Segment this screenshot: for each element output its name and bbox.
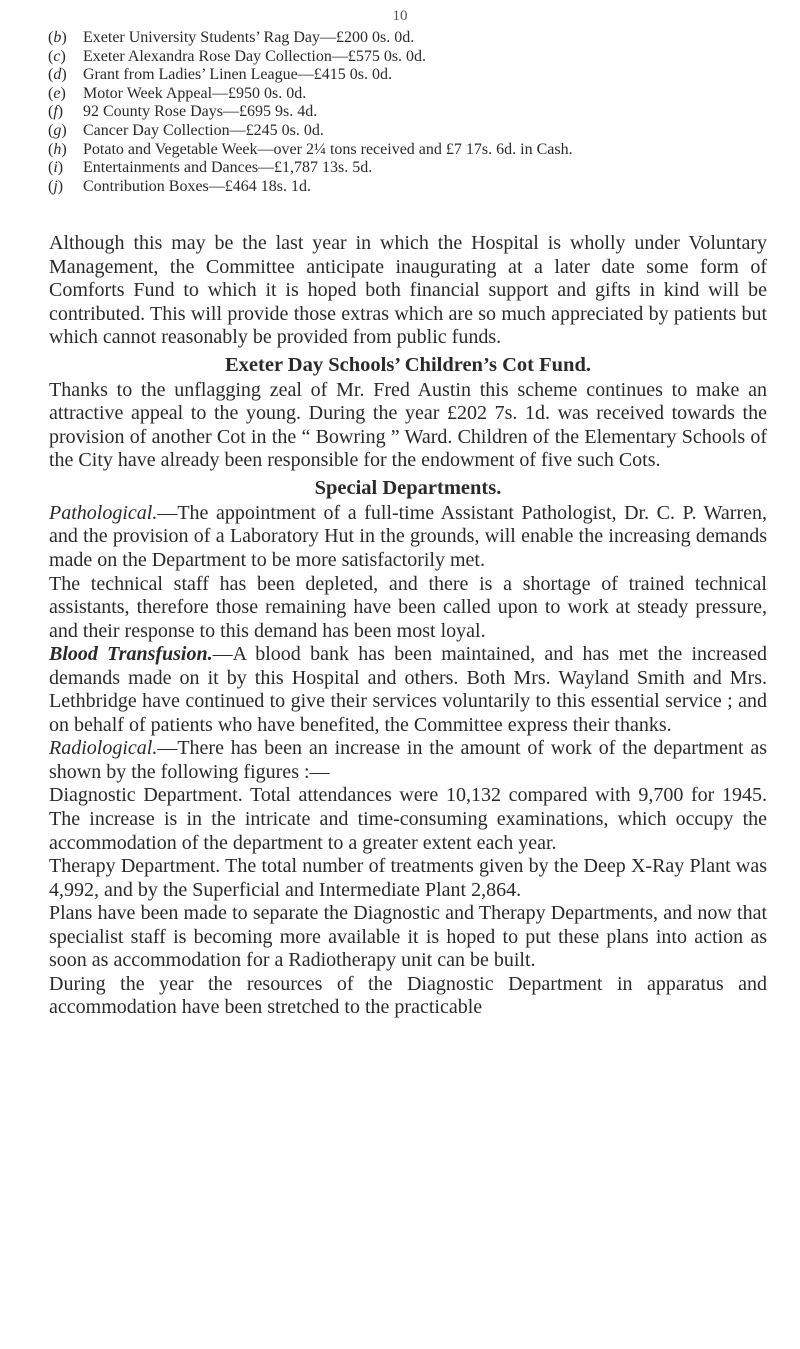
list-item (48, 48, 768, 67)
list-item-label: (g) (48, 121, 67, 139)
list-item (48, 103, 768, 122)
label-blood-transfusion: Blood Transfusion. (49, 643, 213, 666)
list-item-text: Entertainments and Dances—£1,787 13s. 5d. (83, 159, 373, 177)
list-item-label: (c) (48, 47, 66, 65)
list-item (48, 29, 768, 48)
list-item-label: (i) (48, 159, 64, 177)
income-list (48, 29, 768, 196)
text-blood-transfusion: —A blood bank has been maintained, and has met the increased demands made on it by this Hospital and others. Both Mrs. Wayland Smith and Mrs. Lethbridge have continued to give their services voluntarily to this essential service ; and on behalf of patients who have benefited, the Committee express their thanks. (49, 643, 768, 736)
paragraph-radiological (49, 737, 767, 784)
paragraph-therapy: Therapy Department. The total number of treatments given by the Deep X-Ray Plant was 4,992, and by the Superficial and Intermediate Plant 2,864. (49, 855, 767, 901)
heading-special-departments: Special Departments. (314, 476, 502, 499)
label-pathological: Pathological. (49, 501, 158, 524)
text-radiological: —There has been an increase in the amount of work of the department as shown by the following figures :— (49, 737, 767, 783)
list-item-label: (j) (48, 177, 64, 195)
list-item-label: (h) (48, 140, 67, 158)
list-item-text: Grant from Ladies’ Linen League—£415 0s. 0d. (83, 66, 392, 84)
paragraph-resources: During the year the resources of the Diagnostic Department in apparatus and accommodation have been stretched to the practicable (49, 972, 767, 1019)
paragraph-blood-transfusion (49, 643, 767, 737)
list-item-text: 92 County Rose Days—£695 9s. 4d. (83, 103, 318, 121)
paragraph-plans: Plans have been made to separate the Diagnostic and Therapy Departments, and now that specialist staff is becoming more available it is hoped to put these plans into action as soon as accommodation for a Radiotherapy unit can be built. (49, 902, 767, 972)
list-item (48, 85, 768, 104)
paragraph-technical-staff: The technical staff has been depleted, and there is a shortage of trained technical assistants, therefore those remaining have been called upon to work at steady pressure, and their response to this demand has been most loyal. (49, 572, 767, 642)
text-pathological: —The appointment of a full-time Assistant Pathologist, Dr. C. P. Warren, and the provision of a Laboratory Hut in the grounds, will enable the increasing demands made on the Department to be more satisfactorily met. (49, 501, 767, 572)
list-item-text: Motor Week Appeal—£950 0s. 0d. (83, 84, 307, 102)
list-item (48, 66, 768, 85)
list-item-label: (b) (48, 29, 67, 46)
label-radiological: Radiological. (49, 737, 158, 760)
list-item (48, 159, 768, 178)
list-item (48, 141, 768, 160)
list-item (48, 178, 768, 197)
list-item-text: Cancer Day Collection—£245 0s. 0d. (83, 121, 324, 139)
list-item-text: Exeter Alexandra Rose Day Collection—£575 0s. 0d. (83, 47, 427, 65)
paragraph-pathological (49, 502, 767, 573)
list-item (48, 122, 768, 141)
document-body (49, 232, 767, 1020)
paragraph-diagnostic: Diagnostic Department. Total attendances were 10,132 compared with 9,700 for 1945. The increase is in the intricate and time-consuming examinations, which occupy the accommodation of the department to a greater extent each year. (49, 784, 767, 854)
heading-cot-fund: Exeter Day Schools’ Children’s Cot Fund. (225, 353, 591, 376)
list-item-label: (d) (48, 66, 67, 84)
paragraph-cot-fund: Thanks to the unflagging zeal of Mr. Fred Austin this scheme continues to make an attractive appeal to the young. During the year £202 7s. 1d. was received towards the provision of another Cot in the “ Bowring ” Ward. Children of the Elementary Schools of the City have already been responsible for the endowment of five such Cots. (49, 378, 767, 472)
list-item-text: Exeter University Students’ Rag Day—£200 0s. 0d. (83, 29, 415, 46)
paragraph-comforts-fund: Although this may be the last year in which the Hospital is wholly under Voluntary Management, the Committee anticipate inaugurating at a later date some form of Comforts Fund to which it is hoped both financial support and gifts in kind will be contributed. This will provide those extras which are so much appreciated by patients but which cannot reasonably be provided from public funds. (49, 232, 767, 349)
list-item-text: Contribution Boxes—£464 18s. 1d. (83, 177, 312, 195)
list-item-text: Potato and Vegetable Week—over 2¼ tons received and £7 17s. 6d. in Cash. (83, 140, 573, 158)
page-number: 10 (392, 8, 408, 24)
list-item-label: (f) (48, 103, 64, 121)
list-item-label: (e) (48, 84, 66, 102)
